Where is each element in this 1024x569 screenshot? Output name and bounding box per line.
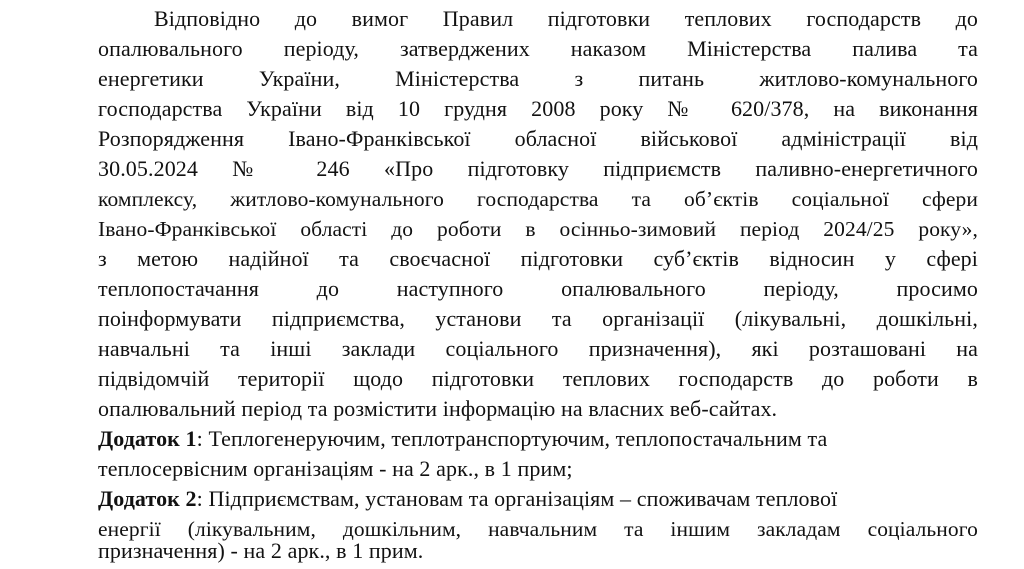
paragraph-line-9: з метою надійної та своєчасної підготовки суб’єктів відносин у сфері <box>98 246 978 271</box>
paragraph-line-12: навчальні та інші заклади соціального призначення), які розташовані на <box>98 336 978 361</box>
appendix-2-line-3: призначення) - на 2 арк., в 1 прим. <box>98 538 424 563</box>
appendix-2-text-1: : Підприємствам, установам та організаціям – споживачам теплової <box>196 486 838 511</box>
paragraph-line-5: Розпорядження Івано-Франківської обласної військової адміністрації від <box>98 126 978 151</box>
appendix-1-line-1 <box>98 424 978 454</box>
appendix-2-label: Додаток 2 <box>98 486 197 511</box>
appendix-1-text-1: : Теплогенеруючим, теплотранспортуючим, теплопостачальним та <box>196 426 828 451</box>
appendix-2-line-2: енергії (лікувальним, дошкільним, навчальним та іншим закладам соціального <box>98 517 978 541</box>
paragraph-line-11: поінформувати підприємства, установи та організації (лікувальні, дошкільні, <box>98 306 978 331</box>
appendix-1-line-2: теплосервісним організаціям - на 2 арк., в 1 прим; <box>98 456 573 481</box>
paragraph-line-1: Відповідно до вимог Правил підготовки теплових господарств до <box>154 6 978 31</box>
appendix-1-label: Додаток 1 <box>98 426 197 451</box>
paragraph-line-8: Івано-Франківської області до роботи в осінньо-зимовий період 2024/25 року», <box>98 217 978 241</box>
paragraph-line-13: підвідомчій території щодо підготовки теплових господарств до роботи в <box>98 366 978 391</box>
paragraph-line-2: опалювального періоду, затверджених наказом Міністерства палива та <box>98 36 978 61</box>
paragraph-line-10: теплопостачання до наступного опалювального періоду, просимо <box>98 276 978 301</box>
paragraph-line-4: господарства України від 10 грудня 2008 року № 620/378, на виконання <box>98 96 978 121</box>
paragraph-line-7: комплексу, житлово-комунального господарства та об’єктів соціальної сфери <box>98 187 978 211</box>
paragraph-line-6: 30.05.2024 № 246 «Про підготовку підприємств паливно-енергетичного <box>98 156 978 181</box>
appendix-2-line-1 <box>98 484 978 514</box>
paragraph-line-14: опалювальний період та розмістити інформацію на власних веб-сайтах. <box>98 396 778 421</box>
paragraph-line-3: енергетики України, Міністерства з питань житлово-комунального <box>98 66 978 91</box>
